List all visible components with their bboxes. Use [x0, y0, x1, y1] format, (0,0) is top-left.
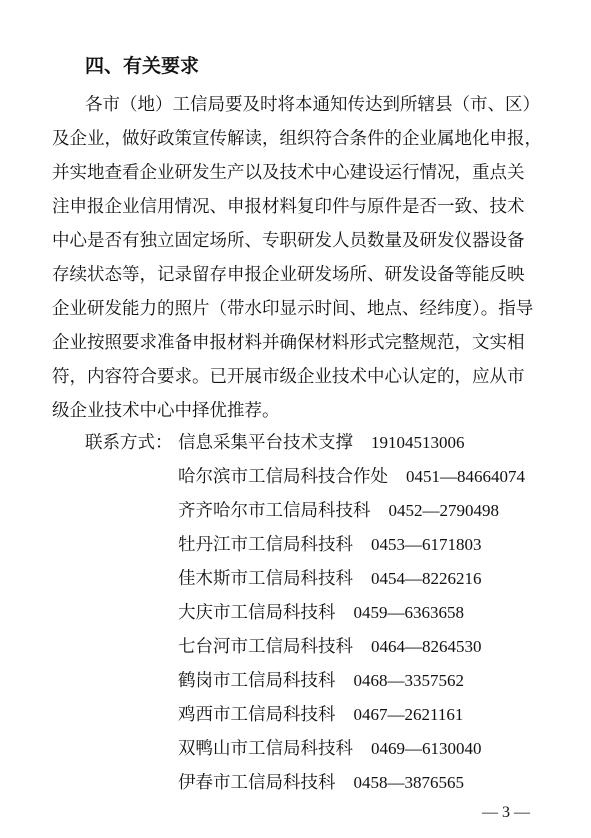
- contact-name: 牡丹江市工信局科技科: [178, 535, 353, 555]
- contact-phone: 0453—6171803: [371, 535, 482, 554]
- contact-name: 佳木斯市工信局科技科: [178, 569, 353, 589]
- contact-phone: 0464—8264530: [371, 637, 482, 656]
- page-number: — 3 —: [482, 804, 530, 821]
- contact-row: [178, 768, 464, 798]
- contact-row: [178, 598, 464, 628]
- contact-name: 大庆市工信局科技科: [178, 603, 336, 623]
- paragraph-line: 中心是否有独立固定场所、专职研发人员数量及研发仪器设备: [52, 231, 525, 251]
- contact-name: 哈尔滨市工信局科技合作处: [178, 467, 388, 487]
- contact-phone: 0454—8226216: [371, 569, 482, 588]
- contact-row: [178, 462, 525, 492]
- contact-name: 鸡西市工信局科技科: [178, 705, 336, 725]
- contact-name: 七台河市工信局科技科: [178, 637, 353, 657]
- section-heading: 四、有关要求: [85, 55, 200, 77]
- contact-row: [178, 530, 482, 560]
- contact-row: [178, 734, 482, 764]
- contact-phone: 0468—3357562: [353, 671, 464, 690]
- contact-row: [178, 632, 482, 662]
- contact-phone: 0469—6130040: [371, 739, 482, 758]
- contact-row: [178, 496, 499, 526]
- contact-row: [178, 700, 463, 730]
- paragraph-line: 存续状态等，记录留存申报企业研发场所、研发设备等能反映: [52, 265, 525, 285]
- contact-phone: 0458—3876565: [353, 773, 464, 792]
- contact-name: 伊春市工信局科技科: [178, 773, 336, 793]
- paragraph-line: 企业按照要求准备申报材料并确保材料形式完整规范，文实相: [52, 333, 525, 353]
- contact-phone: 0459—6363658: [353, 603, 464, 622]
- contact-name: 齐齐哈尔市工信局科技科: [178, 501, 371, 521]
- contact-label: 联系方式：: [85, 433, 173, 453]
- contact-name: 信息采集平台技术支撑: [178, 433, 353, 453]
- contact-phone: 0451—84664074: [406, 467, 525, 486]
- paragraph-line: 及企业，做好政策宣传解读，组织符合条件的企业属地化申报，: [52, 129, 542, 149]
- contact-phone: 0467—2621161: [353, 705, 464, 724]
- contact-name: 双鸭山市工信局科技科: [178, 739, 353, 759]
- contact-row: [178, 428, 465, 458]
- paragraph-line: 注申报企业信用情况、申报材料复印件与原件是否一致、技术: [52, 197, 525, 217]
- paragraph-line: 并实地查看企业研发生产以及技术中心建设运行情况，重点关: [52, 163, 525, 183]
- paragraph-line: 级企业技术中心中择优推荐。: [52, 401, 280, 421]
- contact-row: [178, 564, 482, 594]
- contact-row: [178, 666, 464, 696]
- paragraph-line: 各市（地）工信局要及时将本通知传达到所辖县（市、区）: [85, 95, 540, 115]
- contact-phone: 0452—2790498: [388, 501, 499, 520]
- paragraph-line: 符，内容符合要求。已开展市级企业技术中心认定的，应从市: [52, 367, 525, 387]
- paragraph-line: 企业研发能力的照片（带水印显示时间、地点、经纬度）。指导: [52, 299, 534, 319]
- contact-phone: 19104513006: [371, 433, 465, 452]
- contact-name: 鹤岗市工信局科技科: [178, 671, 336, 691]
